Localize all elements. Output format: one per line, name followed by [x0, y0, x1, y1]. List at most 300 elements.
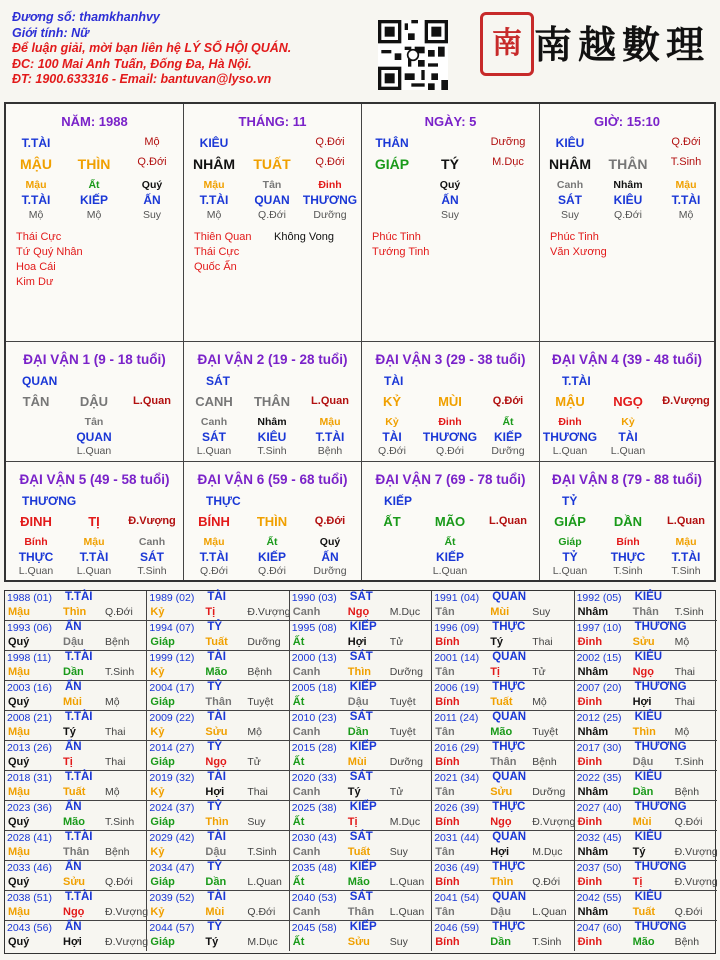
hidden-stem: Mậu — [25, 179, 47, 191]
year-stem: Canh — [292, 906, 321, 918]
year-stem: Nhâm — [577, 906, 609, 918]
year-stem: Tân — [435, 606, 455, 618]
year-branch: Thân — [632, 606, 659, 618]
year-cell[interactable] — [5, 711, 147, 741]
year-cell[interactable] — [5, 921, 147, 951]
dv-hidden-stem: Canh — [138, 536, 166, 548]
year-stage: Tuyệt — [389, 696, 416, 708]
year-label: 2007 (20) — [576, 682, 622, 694]
dv-hidden-stem: Canh — [200, 416, 228, 428]
year-branch: Mùi — [205, 906, 225, 918]
year-label: 2040 (53) — [291, 892, 337, 904]
year-label: 2002 (15) — [576, 652, 622, 664]
star-item: Tứ Quý Nhân — [16, 246, 83, 258]
year-stem: Quý — [8, 696, 30, 708]
year-stem: Giáp — [150, 696, 175, 708]
year-stem: Nhâm — [577, 786, 609, 798]
year-label: 2001 (14) — [434, 652, 480, 664]
year-god: THƯƠNG — [634, 621, 687, 633]
year-cell[interactable] — [575, 801, 717, 831]
dai-van-title: ĐẠI VẬN 8 (79 - 88 tuổi) — [551, 472, 703, 487]
year-cell[interactable] — [147, 651, 289, 681]
year-cell[interactable] — [5, 621, 147, 651]
year-stem: Bính — [435, 816, 460, 828]
hidden-stage: Suy — [560, 209, 580, 221]
year-label: 1993 (06) — [7, 622, 52, 634]
hidden-god: T.TÀI — [21, 193, 51, 207]
year-stem: Kỷ — [150, 726, 165, 738]
dai-van-god: THỰC — [206, 494, 241, 508]
year-stage: Mộ — [247, 726, 262, 738]
year-cell[interactable] — [432, 741, 574, 771]
year-cell[interactable] — [432, 861, 574, 891]
star-item: Quốc Ấn — [194, 261, 237, 273]
year-stage: Bệnh — [105, 846, 130, 858]
year-branch: Tuất — [632, 906, 655, 918]
year-god: TÀI — [207, 591, 226, 603]
hidden-stem: Canh — [556, 179, 584, 191]
stem-god: Q.Đới — [315, 136, 345, 148]
hidden-god: QUAN — [254, 193, 290, 207]
dv-hidden-god: KIẾP — [257, 550, 286, 564]
dai-van-god: QUAN — [22, 374, 58, 388]
year-stage: Tuyệt — [389, 726, 416, 738]
year-stem: Canh — [292, 726, 321, 738]
year-branch: Tý — [347, 786, 361, 798]
year-label: 2020 (33) — [291, 772, 337, 784]
year-cell[interactable] — [575, 591, 717, 621]
hidden-god: ẤN — [441, 193, 459, 207]
year-label: 1998 (11) — [7, 652, 52, 664]
dv-hidden-god: T.TÀI — [199, 550, 229, 564]
stem-god: Q.Đới — [671, 136, 701, 148]
year-cell[interactable] — [5, 801, 147, 831]
pillar-cell — [184, 104, 362, 342]
year-label: 1994 (07) — [149, 622, 195, 634]
dai-van-god: T.TÀI — [562, 374, 591, 388]
year-cell[interactable] — [147, 621, 289, 651]
year-stem: Bính — [435, 756, 460, 768]
year-cell[interactable] — [575, 681, 717, 711]
year-cell[interactable] — [147, 861, 289, 891]
dai-van-cell — [6, 462, 184, 580]
year-cell[interactable] — [575, 651, 717, 681]
dv-hidden-stage: Dưỡng — [313, 565, 347, 577]
year-stage: Mộ — [674, 726, 690, 738]
year-branch: Thìn — [205, 816, 229, 828]
year-branch: Sửu — [490, 786, 513, 798]
dv-hidden-stage: Q.Đới — [436, 445, 464, 457]
year-branch: Ngọ — [490, 816, 512, 828]
dv-hidden-stem: Quý — [319, 536, 341, 548]
year-branch: Tý — [632, 846, 646, 858]
year-cell[interactable] — [575, 921, 717, 951]
year-god: SÁT — [349, 651, 373, 663]
pillar-main: NHÂM — [193, 156, 235, 172]
year-cell[interactable] — [5, 741, 147, 771]
year-cell[interactable] — [147, 771, 289, 801]
year-god: QUAN — [492, 831, 527, 843]
year-god: QUAN — [492, 711, 527, 723]
year-label: 2021 (34) — [434, 772, 480, 784]
year-stem: Đinh — [577, 816, 603, 828]
dv-hidden-stem: Mậu — [675, 536, 697, 548]
dai-van-can: GIÁP — [554, 514, 586, 529]
year-cell[interactable] — [432, 771, 574, 801]
pillar-main: TUẤT — [253, 156, 291, 172]
year-stage: Bệnh — [674, 936, 700, 948]
year-stem: Tân — [435, 786, 455, 798]
dv-hidden-god: SÁT — [202, 430, 226, 444]
year-cell[interactable] — [290, 771, 432, 801]
bazi-chart-grid — [4, 102, 716, 582]
hidden-god: THƯƠNG — [302, 193, 358, 207]
year-cell[interactable] — [432, 591, 574, 621]
year-stage: Thai — [674, 666, 696, 678]
pillar-main: TÝ — [441, 156, 459, 172]
year-stage: Mộ — [532, 696, 547, 708]
year-cell[interactable] — [432, 891, 574, 921]
year-stage: Bệnh — [532, 756, 557, 768]
year-branch: Tuất — [205, 636, 228, 648]
year-stage: Q.Đới — [105, 606, 133, 618]
dv-hidden-god: THỰC — [610, 550, 646, 564]
star-item: Không Vong — [274, 231, 334, 243]
year-branch: Sửu — [63, 876, 86, 888]
dv-hidden-stage: Q.Đới — [378, 445, 406, 457]
dv-hidden-stage: Dưỡng — [491, 445, 525, 457]
year-label: 2045 (58) — [291, 922, 337, 934]
pillar-main: GIÁP — [374, 156, 410, 172]
year-branch: Mão — [205, 666, 228, 678]
dv-hidden-god: KIẾP — [435, 550, 464, 564]
year-stage: Tử — [389, 786, 404, 798]
year-cell[interactable] — [290, 651, 432, 681]
dv-hidden-stem: Kỷ — [385, 416, 399, 428]
dai-van-stage: L.Quan — [667, 515, 705, 527]
year-cell[interactable] — [290, 801, 432, 831]
year-god: SÁT — [349, 891, 373, 903]
dv-hidden-stage: L.Quan — [196, 445, 232, 457]
year-stage: Dưỡng — [247, 636, 281, 648]
year-cell[interactable] — [290, 591, 432, 621]
year-stem: Tân — [435, 906, 455, 918]
year-label: 2006 (19) — [434, 682, 480, 694]
dai-van-title: ĐẠI VẬN 4 (39 - 48 tuổi) — [551, 352, 703, 367]
qr-code-icon[interactable] — [378, 20, 448, 90]
hidden-god: SÁT — [558, 193, 582, 207]
year-stem: Quý — [8, 756, 30, 768]
year-god: QUAN — [492, 771, 527, 783]
hidden-stage: Q.Đới — [258, 209, 286, 221]
year-label: 2018 (31) — [7, 772, 52, 784]
year-cell[interactable] — [290, 711, 432, 741]
year-label: 2025 (38) — [291, 802, 337, 814]
year-stem: Ất — [292, 756, 305, 768]
year-god: TỶ — [207, 621, 223, 633]
year-cell[interactable] — [575, 771, 717, 801]
year-stem: Mậu — [8, 726, 30, 738]
year-branch: Thân — [347, 906, 375, 918]
year-cell[interactable] — [432, 681, 574, 711]
year-branch: Hợi — [490, 846, 510, 858]
year-label: 2005 (18) — [291, 682, 337, 694]
year-cell[interactable] — [432, 831, 574, 861]
year-cell[interactable] — [432, 801, 574, 831]
year-stage: Tuyệt — [532, 726, 559, 738]
dv-hidden-stem: Mậu — [319, 416, 341, 428]
year-cell[interactable] — [575, 741, 717, 771]
year-branch: Dậu — [490, 906, 511, 918]
year-god: ẤN — [65, 861, 82, 873]
year-label: 2029 (42) — [149, 832, 195, 844]
year-cell[interactable] — [5, 771, 147, 801]
year-god: SÁT — [349, 831, 373, 843]
year-stem: Ất — [292, 636, 305, 648]
year-stage: Suy — [389, 936, 408, 948]
year-cell[interactable] — [147, 921, 289, 951]
dv-hidden-stage: T.Sinh — [613, 565, 643, 577]
year-branch: Thìn — [347, 666, 372, 678]
year-cell[interactable] — [147, 741, 289, 771]
star-list — [550, 230, 607, 260]
year-branch: Tý — [490, 636, 504, 648]
star-item: Thái Cực — [194, 246, 240, 258]
year-stage: L.Quan — [389, 906, 425, 918]
year-stage: L.Quan — [389, 876, 425, 888]
year-stem: Nhâm — [577, 666, 609, 678]
year-stage: Dưỡng — [389, 666, 423, 678]
hidden-god: T.TÀI — [671, 193, 701, 207]
pillar-title: THÁNG: 11 — [238, 114, 307, 129]
year-branch: Sửu — [347, 936, 370, 948]
hidden-stem: Mậu — [675, 179, 697, 191]
year-cell[interactable] — [575, 861, 717, 891]
seal-logo: 南 — [480, 12, 534, 76]
year-cell[interactable] — [290, 831, 432, 861]
year-label: 2035 (48) — [291, 862, 337, 874]
stem-god: KIÊU — [555, 136, 585, 150]
year-stage: Đ.Vượng — [105, 906, 149, 918]
star-item: Thái Cực — [16, 231, 62, 243]
year-branch: Tị — [490, 666, 500, 678]
year-cell[interactable] — [147, 831, 289, 861]
year-cell[interactable] — [147, 681, 289, 711]
year-label: 2013 (26) — [7, 742, 52, 754]
year-label: 2015 (28) — [291, 742, 337, 754]
pillar-title: NĂM: 1988 — [61, 114, 128, 129]
year-cell[interactable] — [575, 831, 717, 861]
year-stage: T.Sinh — [674, 606, 704, 618]
year-stem: Đinh — [577, 876, 603, 888]
dai-van-stage: L.Quan — [489, 515, 527, 527]
year-stem: Nhâm — [577, 846, 609, 858]
year-label: 2039 (52) — [149, 892, 195, 904]
dv-hidden-god: SÁT — [140, 550, 164, 564]
dv-hidden-god: T.TÀI — [671, 550, 701, 564]
year-stage: Suy — [389, 846, 408, 858]
year-stem: Bính — [435, 696, 460, 708]
year-branch: Tý — [63, 726, 76, 738]
dv-hidden-god: KIẾP — [493, 430, 522, 444]
star-list-2 — [274, 230, 334, 245]
year-branch: Hợi — [347, 636, 367, 648]
contact-note: Để luận giải, mời bạn liên hệ LÝ SỐ HỘI QUÁN. — [12, 41, 292, 55]
dv-hidden-stage: L.Quan — [432, 565, 468, 577]
year-branch: Mão — [490, 726, 513, 738]
year-god: TÀI — [207, 831, 226, 843]
year-branch: Thân — [205, 696, 232, 708]
year-cell[interactable] — [575, 621, 717, 651]
year-cell[interactable] — [147, 591, 289, 621]
phone-email[interactable]: ĐT: 1900.633316 - Email: bantuvan@lyso.vn — [12, 72, 272, 86]
hidden-stem: Tân — [262, 179, 282, 191]
dai-van-title: ĐẠI VẬN 1 (9 - 18 tuổi) — [23, 352, 166, 367]
year-branch: Dần — [632, 786, 654, 798]
pillar-main: THÂN — [608, 156, 648, 172]
year-branch: Hợi — [632, 696, 652, 708]
dai-van-can: TÂN — [22, 394, 50, 409]
year-stem: Đinh — [577, 696, 603, 708]
year-god: ẤN — [65, 681, 82, 693]
year-cell[interactable] — [575, 711, 717, 741]
year-cell[interactable] — [290, 741, 432, 771]
dv-hidden-god: T.TÀI — [315, 430, 345, 444]
year-god: TỶ — [207, 741, 223, 753]
year-cell[interactable] — [432, 621, 574, 651]
hidden-stage: Mộ — [86, 209, 102, 221]
year-cell[interactable] — [5, 891, 147, 921]
year-cell[interactable] — [147, 801, 289, 831]
dv-hidden-stage: T.Sinh — [137, 565, 167, 577]
year-cell[interactable] — [290, 681, 432, 711]
year-god: TÀI — [207, 651, 226, 663]
dv-hidden-stage: Q.Đới — [200, 565, 228, 577]
year-label: 2038 (51) — [7, 892, 52, 904]
year-label: 2044 (57) — [149, 922, 195, 934]
year-label: 2046 (59) — [434, 922, 480, 934]
year-cell[interactable] — [5, 681, 147, 711]
stem-god: Dưỡng — [490, 136, 526, 148]
year-stage: Bệnh — [105, 636, 130, 648]
year-stage: Dưỡng — [532, 786, 566, 798]
year-god: T.TÀI — [65, 711, 93, 723]
star-item: Phúc Tinh — [550, 231, 599, 243]
dv-hidden-stage: L.Quan — [552, 445, 588, 457]
year-cell[interactable] — [147, 891, 289, 921]
dai-van-god: TỶ — [562, 494, 578, 508]
year-stem: Nhâm — [577, 606, 609, 618]
year-stem: Đinh — [577, 756, 603, 768]
year-cell[interactable] — [147, 711, 289, 741]
year-cell[interactable] — [290, 621, 432, 651]
dai-van-title: ĐẠI VẬN 7 (69 - 78 tuổi) — [375, 472, 526, 487]
year-label: 2041 (54) — [434, 892, 480, 904]
year-stage: Đ.Vượng — [247, 606, 291, 618]
year-label: 2032 (45) — [576, 832, 622, 844]
dai-van-god: KIẾP — [384, 494, 413, 508]
year-stage: Thai — [247, 786, 268, 798]
year-branch: Thìn — [63, 606, 87, 618]
year-branch: Mùi — [490, 606, 510, 618]
year-stem: Kỷ — [150, 846, 165, 858]
year-label: 2016 (29) — [434, 742, 480, 754]
star-item: Kim Dư — [16, 276, 54, 288]
year-god: KIẾP — [349, 621, 377, 633]
year-label: 1990 (03) — [291, 592, 337, 604]
year-stem: Đinh — [577, 636, 603, 648]
year-god: T.TÀI — [65, 831, 93, 843]
year-stem: Giáp — [150, 876, 175, 888]
year-cell[interactable] — [5, 831, 147, 861]
year-cell[interactable] — [432, 651, 574, 681]
hidden-god: ẤN — [143, 193, 161, 207]
dai-van-cell — [184, 342, 362, 462]
year-stem: Mậu — [8, 846, 30, 858]
dv-hidden-god: T.TÀI — [79, 550, 109, 564]
year-god: KIẾP — [349, 741, 377, 753]
year-stem: Ất — [292, 876, 305, 888]
year-label: 2027 (40) — [576, 802, 622, 814]
pillar-main: NHÂM — [549, 156, 591, 172]
annual-luck-grid — [4, 590, 716, 954]
year-stage: Mộ — [105, 786, 120, 798]
year-stage: M.Dục — [389, 606, 421, 618]
pillar-main: MẬU — [20, 156, 52, 172]
year-label: 2024 (37) — [149, 802, 195, 814]
year-god: KIÊU — [634, 591, 663, 603]
year-cell[interactable] — [5, 591, 147, 621]
year-label: 1995 (08) — [291, 622, 337, 634]
dv-hidden-stem: Nhâm — [257, 416, 287, 428]
year-stage: M.Dục — [532, 846, 563, 858]
year-branch: Dần — [63, 666, 84, 678]
year-cell[interactable] — [432, 711, 574, 741]
dv-hidden-stage: L.Quan — [552, 565, 588, 577]
dai-van-chi: NGỌ — [613, 394, 643, 409]
dai-van-can: ĐINH — [20, 514, 52, 529]
year-stage: L.Quan — [247, 876, 282, 888]
year-cell[interactable] — [290, 921, 432, 951]
year-branch: Thìn — [632, 726, 656, 738]
year-stem: Mậu — [8, 606, 30, 618]
year-label: 1988 (01) — [7, 592, 52, 604]
dai-van-cell — [540, 462, 714, 580]
year-label: 2043 (56) — [7, 922, 52, 934]
stem-god: KIÊU — [199, 136, 229, 150]
year-cell[interactable] — [432, 921, 574, 951]
year-branch: Dần — [490, 936, 511, 948]
year-cell[interactable] — [5, 651, 147, 681]
year-god: TÀI — [207, 771, 226, 783]
pillar-main: T.Sinh — [670, 156, 702, 168]
year-cell[interactable] — [290, 891, 432, 921]
year-cell[interactable] — [575, 891, 717, 921]
year-cell[interactable] — [5, 861, 147, 891]
year-god: QUAN — [492, 651, 527, 663]
dai-van-chi: THÌN — [256, 514, 288, 529]
year-stage: Q.Đới — [105, 876, 133, 888]
dv-hidden-stage: T.Sinh — [257, 445, 287, 457]
hidden-god: KIẾP — [79, 193, 108, 207]
year-god: THỰC — [492, 741, 526, 753]
year-stage: Đ.Vượng — [674, 846, 718, 858]
year-god: TỶ — [207, 681, 223, 693]
year-cell[interactable] — [290, 861, 432, 891]
pillar-main: Q.Đới — [137, 156, 167, 168]
year-stem: Mậu — [8, 666, 30, 678]
hidden-god: KIÊU — [613, 193, 643, 207]
